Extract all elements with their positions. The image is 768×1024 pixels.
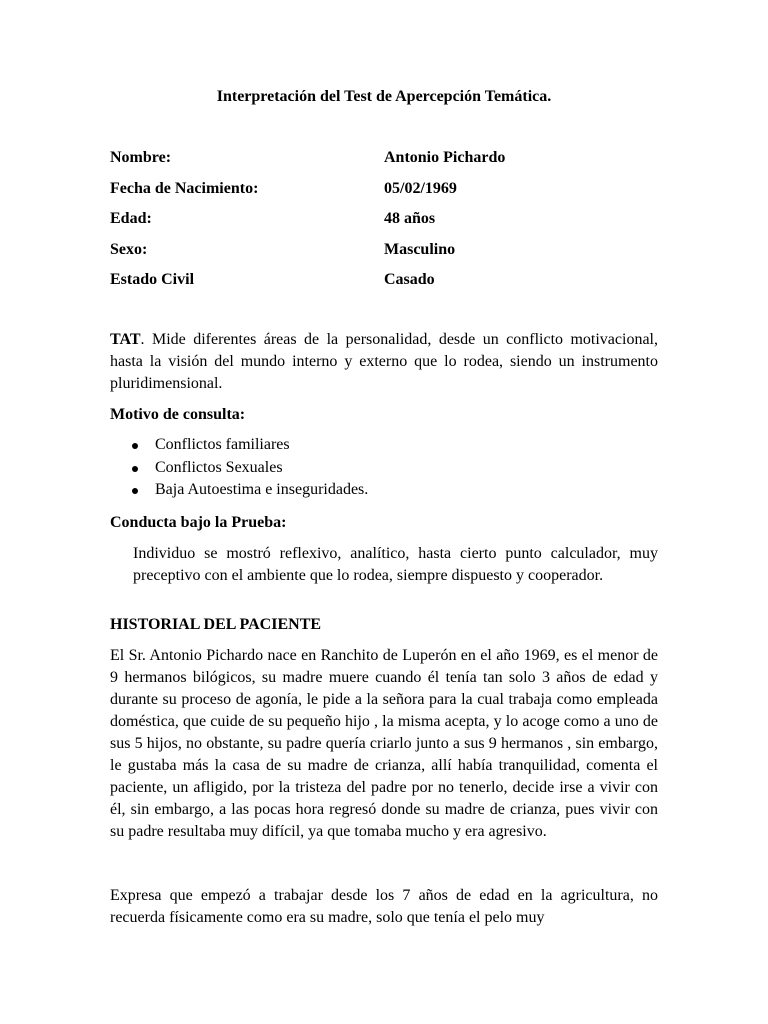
tat-label: TAT	[110, 331, 141, 348]
conducta-paragraph: Individuo se mostró reflexivo, analítico, hasta cierto punto calculador, muy preceptivo con el ambiente que lo rodea, siempre dispuesto y cooperador.	[133, 545, 658, 584]
tat-paragraph	[110, 329, 658, 395]
tat-text: . Mide diferentes áreas de la personalidad, desde un conflicto motivacional, hasta la visión del mundo interno y externo que lo rodea, siendo un instrumento pluridimensional.	[110, 331, 658, 392]
document-title: Interpretación del Test de Apercepción Temática.	[216, 88, 552, 105]
bullet-icon	[132, 466, 138, 472]
info-value: 48 años	[384, 210, 436, 228]
info-label: Sexo:	[110, 240, 148, 258]
info-label: Fecha de Nacimiento:	[110, 179, 259, 197]
info-label: Edad:	[110, 210, 152, 228]
historial-heading: HISTORIAL DEL PACIENTE	[110, 616, 322, 633]
info-label: Nombre:	[110, 149, 172, 166]
historial-paragraph-2: Expresa que empezó a trabajar desde los 7 años de edad en la agricultura, no recuerda físicamente como era su madre, solo que tenía el pelo muy	[110, 887, 658, 926]
list-item	[110, 457, 658, 480]
list-item-text: Baja Autoestima e inseguridades.	[155, 481, 369, 498]
list-item	[110, 434, 658, 457]
list-item-text: Conflictos familiares	[155, 436, 290, 453]
list-item-text: Conflictos Sexuales	[155, 458, 283, 476]
motivo-heading: Motivo de consulta:	[110, 406, 246, 423]
info-value: Masculino	[384, 240, 456, 258]
motivo-list	[110, 434, 658, 502]
info-value: Casado	[384, 271, 435, 289]
info-label: Estado Civil	[110, 271, 195, 289]
historial-paragraph-1: El Sr. Antonio Pichardo nace en Ranchito de Luperón en el año 1969, es el menor de 9 hermanos bilógicos, su madre muere cuando él tenía tan solo 3 años de edad y durante su proceso de agonía, le pide a la señora para la cual trabaja como empleada doméstica, que cuide de su pequeño hijo , la misma acepta, y lo acoge como a uno de sus 5 hijos, no obstante, su padre quería criarlo junto a sus 9 hermanos , sin embargo, le gustaba más la casa de su madre de crianza, allí había tranquilidad, comenta el paciente, un afligido, por la tristeza del padre por no tenerlo, decide irse a vivir con él, sin embargo, a las pocas hora regresó donde su madre de crianza, pues vivir con su padre resultaba muy difícil, ya que tomaba mucho y era agresivo.	[110, 647, 658, 840]
info-value: 05/02/1969	[384, 179, 457, 197]
list-item	[110, 479, 658, 502]
conducta-heading: Conducta bajo la Prueba:	[110, 514, 287, 531]
info-value: Antonio Pichardo	[384, 149, 506, 166]
bullet-icon	[132, 443, 138, 449]
bullet-icon	[132, 488, 138, 494]
